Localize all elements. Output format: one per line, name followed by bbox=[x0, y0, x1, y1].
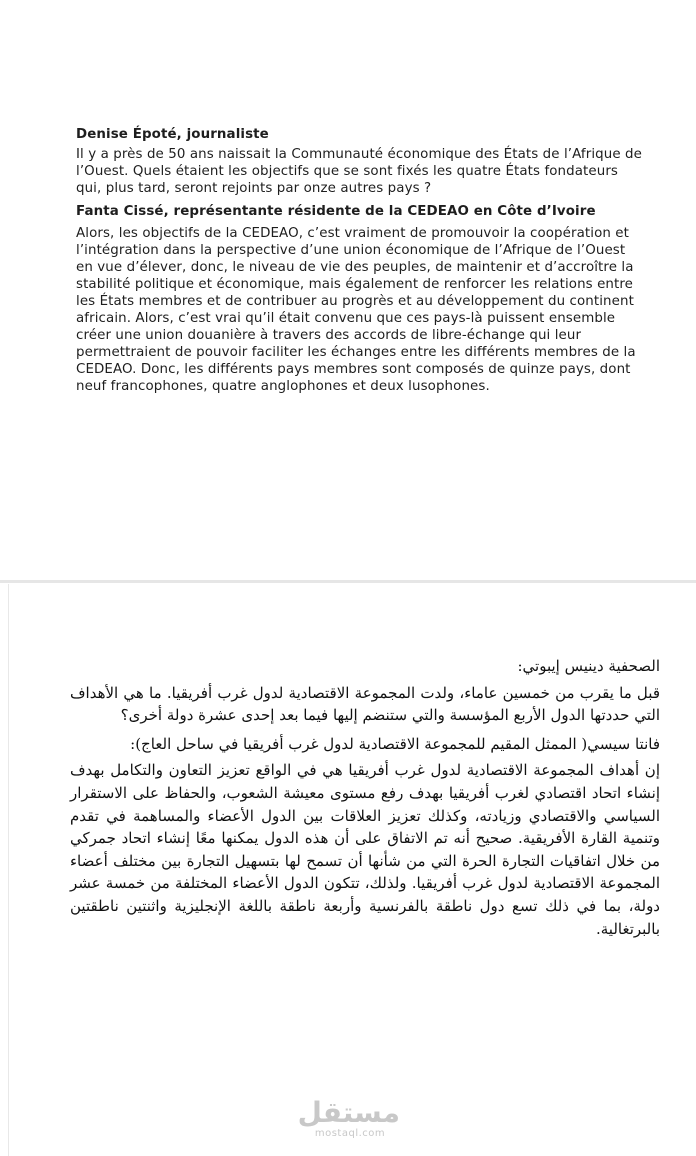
french-speaker-representative: Fanta Cissé, représentante résidente de la CEDEAO en Côte d’Ivoire bbox=[76, 204, 596, 219]
mostaql-watermark bbox=[297, 1096, 400, 1140]
watermark-site: mostaql.com bbox=[314, 1128, 386, 1139]
french-text-block bbox=[76, 126, 642, 401]
french-question-paragraph: Il y a près de 50 ans naissait la Communauté économique des États de l’Afrique de l’Ouest. Quels étaient les objectifs que se sont fixés les quatre États fondateurs qui, plus tard, seront rejoints par onze autres pays ? bbox=[76, 147, 642, 196]
arabic-answer-paragraph: إن أهداف المجموعة الاقتصادية لدول غرب أفريقيا هي في الواقع تعزيز التعاون والتكامل بهدف إنشاء اتحاد اقتصادي لغرب أفريقيا بهدف رفع مستوى معيشة الشعوب، والحفاظ على الاستقرار السياسي والاقتصادي وزيادته، وكذلك تعزيز العلاقات بين الدول الأعضاء والمساهمة في تقدم وتنمية القارة الأفريقية. صحيح أنه تم الاتفاق على أن هذه الدول يمكنها معًا إنشاء اتحاد جمركي من خلال اتفاقيات التجارة الحرة التي من شأنها أن تسمح لها بتسهيل التجارة بين مختلف أعضاء المجموعة الاقتصادية لدول غرب أفريقيا. ولذلك، تتكون الدول الأعضاء المختلفة من خمسة عشر دولة، بما في ذلك تسع دول ناطقة بالفرنسية وأربعة ناطقة باللغة الإنجليزية واثنتين ناطقتين بالبرتغالية. bbox=[70, 761, 660, 938]
arabic-speaker-journalist: الصحفية دينيس إيبوتي: bbox=[517, 657, 660, 675]
french-speaker-journalist: Denise Époté, journaliste bbox=[76, 127, 269, 142]
page-divider bbox=[0, 580, 696, 583]
arabic-question-paragraph: قبل ما يقرب من خمسين عاماء، ولدت المجموعة الاقتصادية لدول غرب أفريقيا. ما هي الأهداف التي حددتها الدول الأربع المؤسسة والتي ستنضم إليها فيما بعد إحدى عشرة دولة أخرى؟ bbox=[70, 683, 660, 725]
french-answer-paragraph: Alors, les objectifs de la CEDEAO, c’est vraiment de promouvoir la coopération et l’intégration dans la perspective d’une union économique de l’Afrique de l’Ouest en vue d’élever, donc, le niveau de vie des peuples, de maintenir et d’accroître la stabilité politique et économique, mais également de renforcer les relations entre les États membres et de contribuer au progrès et au développement du continent africain. Alors, c’est vrai qu’il était convenu que ces pays-là puissent ensemble créer une union douanière à travers des accords de libre-échange qui leur permettraient de pouvoir faciliter les échanges entre les différents membres de la CEDEAO. Donc, les différents pays membres sont composés de quinze pays, dont neuf francophones, quatre anglophones et deux lusophones. bbox=[76, 226, 636, 394]
arabic-speaker-representative: فانتا سيسي( الممثل المقيم للمجموعة الاقتصادية لدول غرب أفريقيا في ساحل العاج): bbox=[130, 734, 660, 753]
arabic-text-block bbox=[70, 655, 660, 946]
watermark-logo-word: مستقل bbox=[297, 1096, 400, 1129]
